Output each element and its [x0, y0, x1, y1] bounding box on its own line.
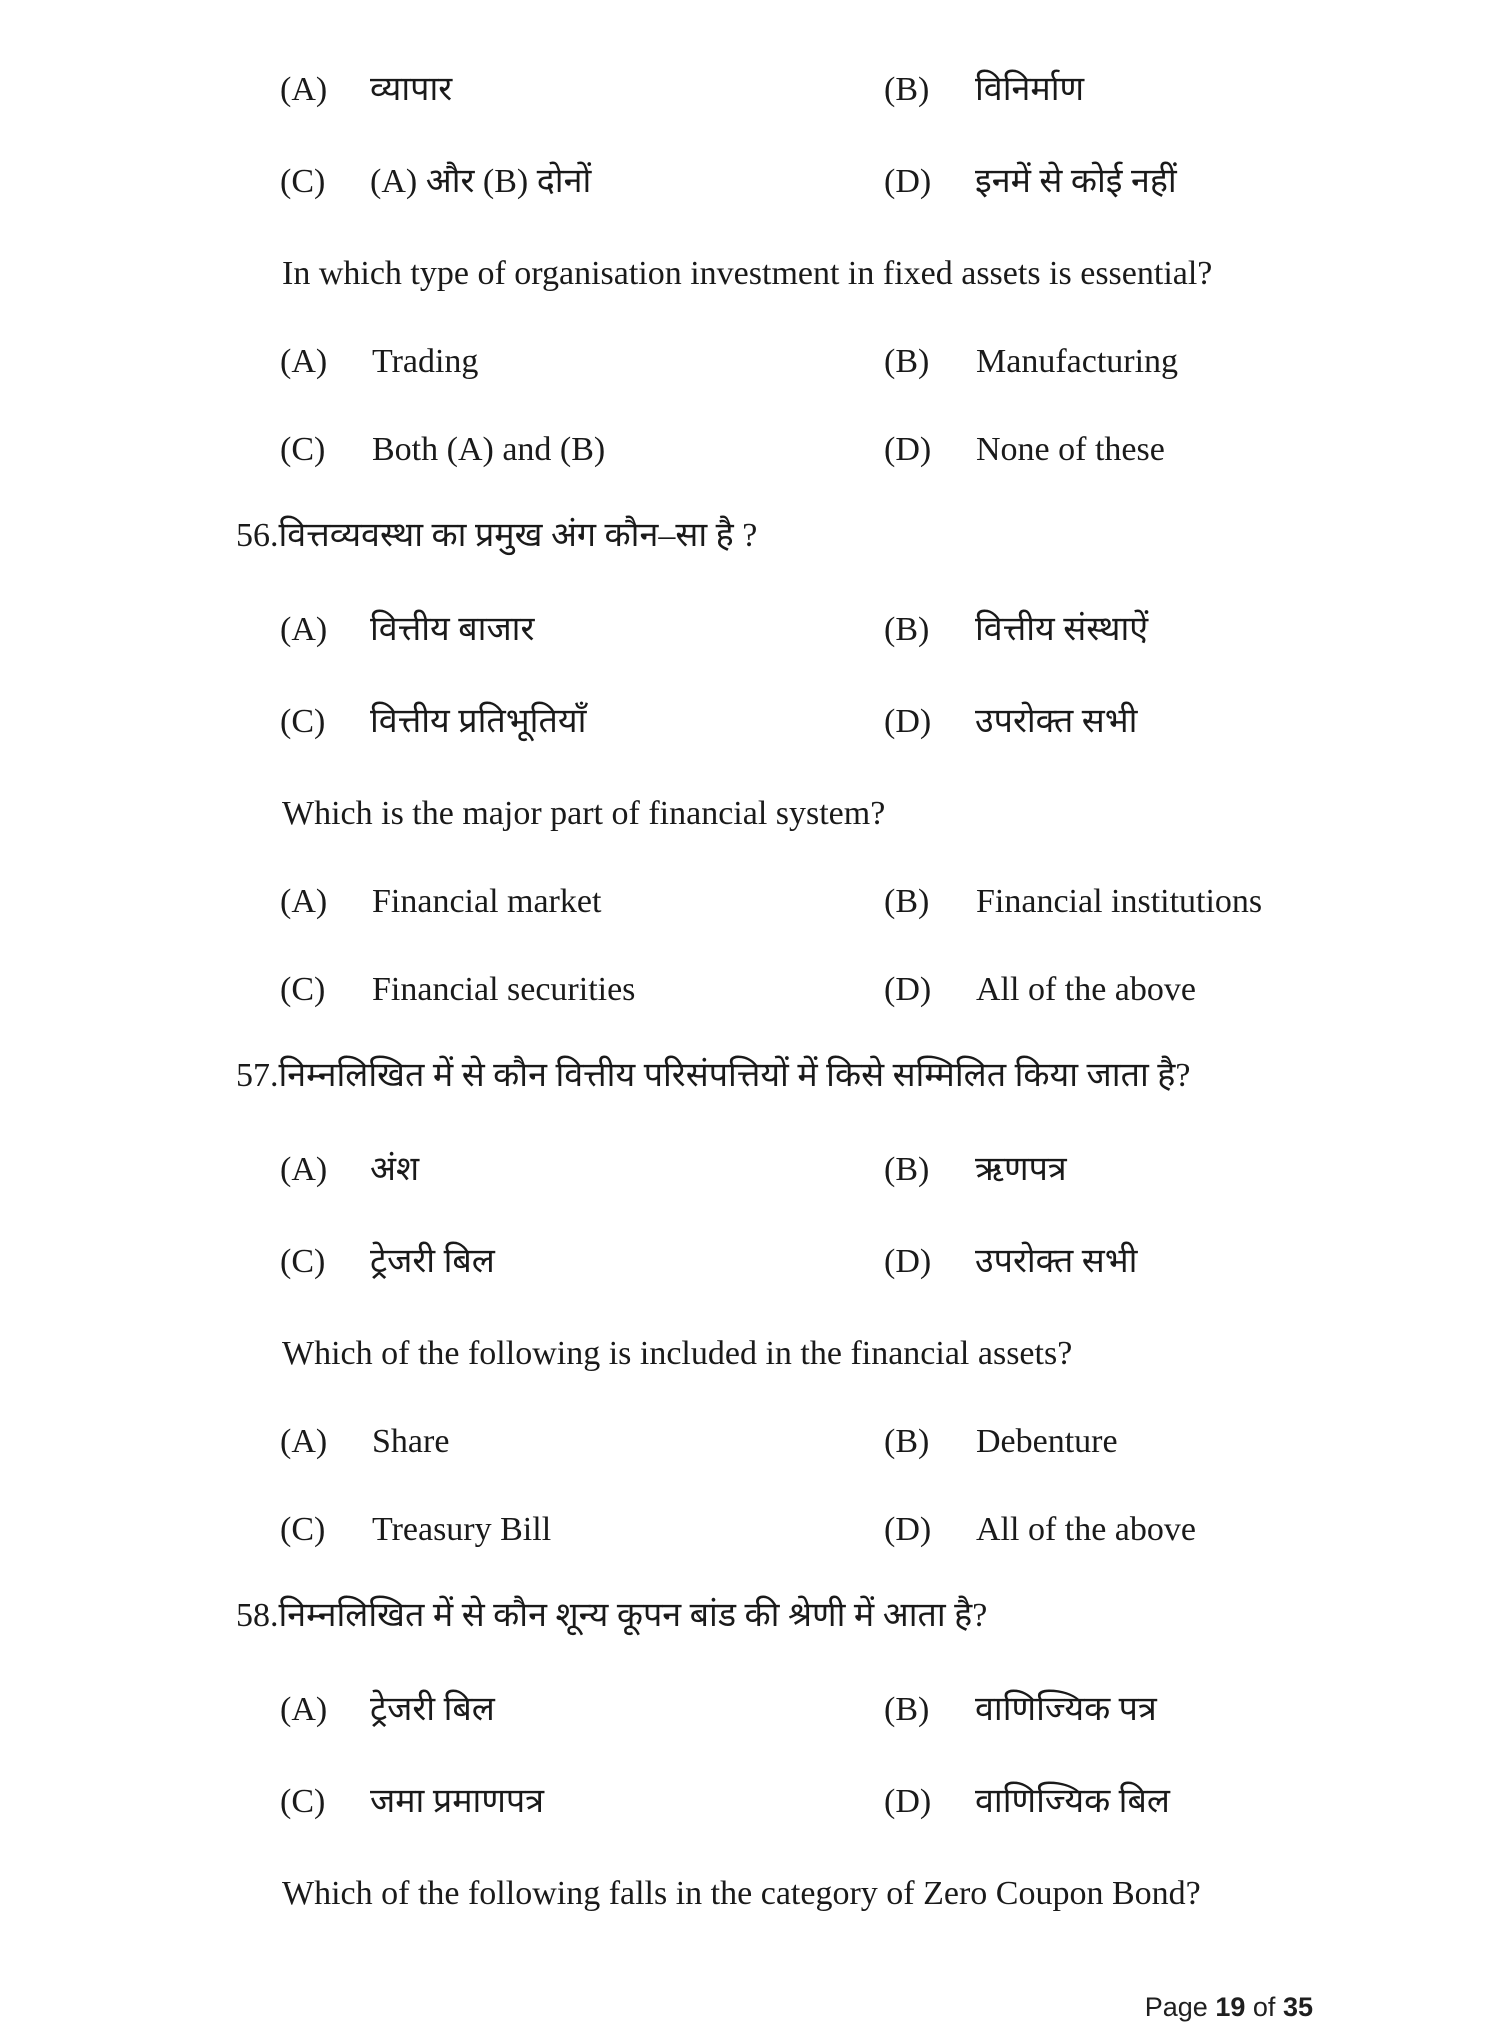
q55-english-option-b-label: (B)	[884, 343, 930, 380]
q57-english-option-a-label: (A)	[280, 1423, 328, 1460]
q57-hindi-option-d: उपरोक्त सभी	[975, 1243, 1138, 1280]
q55-english-option-b: Manufacturing	[976, 343, 1179, 380]
q57-hindi-option-c-label: (C)	[280, 1243, 326, 1280]
q56-english-option-c: Financial securities	[372, 971, 636, 1008]
q58-hindi-option-d-label: (D)	[884, 1783, 932, 1820]
q55-english-option-d: None of these	[976, 431, 1165, 468]
q56-hindi-option-d: उपरोक्त सभी	[975, 703, 1138, 740]
page-number-footer	[1145, 1990, 1313, 2024]
q56-english-option-a-label: (A)	[280, 883, 328, 920]
q56-hindi-option-a-label: (A)	[280, 611, 328, 648]
q55-english-option-c-label: (C)	[280, 431, 326, 468]
q57-english-option-d-label: (D)	[884, 1511, 932, 1548]
q55-hindi-option-c: (A) और (B) दोनों	[370, 163, 592, 200]
q57-english-option-a: Share	[372, 1423, 450, 1460]
q55-english-option-a: Trading	[372, 343, 479, 380]
q57-english-option-b: Debenture	[976, 1423, 1118, 1460]
q57-english-option-b-label: (B)	[884, 1423, 930, 1460]
q57-hindi-option-b-label: (B)	[884, 1151, 930, 1188]
q56-hindi-option-d-label: (D)	[884, 703, 932, 740]
q55-english-option-c: Both (A) and (B)	[372, 431, 606, 468]
q57-hindi-option-b: ऋणपत्र	[975, 1151, 1067, 1188]
q56-hindi-question: 56.वित्तव्यवस्था का प्रमुख अंग कौन–सा है ?	[236, 517, 758, 554]
q56-english-option-c-label: (C)	[280, 971, 326, 1008]
q57-english-question: Which of the following is included in the financial assets?	[282, 1335, 1073, 1372]
q56-english-option-b: Financial institutions	[976, 883, 1263, 920]
q58-hindi-option-a-label: (A)	[280, 1691, 328, 1728]
q56-hindi-option-c: वित्तीय प्रतिभूतियाँ	[370, 703, 587, 740]
q57-english-option-c: Treasury Bill	[372, 1511, 552, 1548]
q57-hindi-option-a: अंश	[370, 1151, 420, 1188]
q58-hindi-option-c-label: (C)	[280, 1783, 326, 1820]
q57-hindi-option-c: ट्रेजरी बिल	[370, 1243, 495, 1280]
q58-english-question: Which of the following falls in the category of Zero Coupon Bond?	[282, 1875, 1201, 1912]
q57-hindi-question: 57.निम्नलिखित में से कौन वित्तीय परिसंपत्तियों में किसे सम्मिलित किया जाता है?	[236, 1057, 1191, 1094]
q55-english-option-d-label: (D)	[884, 431, 932, 468]
q57-hindi-option-a-label: (A)	[280, 1151, 328, 1188]
q56-english-question: Which is the major part of financial system?	[282, 795, 886, 832]
q58-hindi-option-c: जमा प्रमाणपत्र	[370, 1783, 545, 1820]
footer-current-page: 19	[1215, 1992, 1246, 2022]
q58-hindi-option-a: ट्रेजरी बिल	[370, 1691, 495, 1728]
q56-hindi-option-b: वित्तीय संस्थाऐं	[975, 611, 1149, 648]
q56-english-option-d: All of the above	[976, 971, 1196, 1008]
q57-english-option-d: All of the above	[976, 1511, 1196, 1548]
q58-hindi-option-b: वाणिज्यिक पत्र	[975, 1691, 1157, 1728]
q56-hindi-option-c-label: (C)	[280, 703, 326, 740]
footer-of-word: of	[1252, 1992, 1276, 2022]
q55-hindi-option-b-label: (B)	[884, 71, 930, 108]
q58-hindi-question: 58.निम्नलिखित में से कौन शून्य कूपन बांड की श्रेणी में आता है?	[236, 1597, 988, 1634]
q55-hindi-option-d-label: (D)	[884, 163, 932, 200]
q57-english-option-c-label: (C)	[280, 1511, 326, 1548]
q57-hindi-option-d-label: (D)	[884, 1243, 932, 1280]
q55-hindi-option-d: इनमें से कोई नहीं	[975, 163, 1177, 200]
q56-english-option-b-label: (B)	[884, 883, 930, 920]
q55-hindi-option-c-label: (C)	[280, 163, 326, 200]
q56-english-option-a: Financial market	[372, 883, 602, 920]
q56-english-option-d-label: (D)	[884, 971, 932, 1008]
q58-hindi-option-b-label: (B)	[884, 1691, 930, 1728]
q55-english-question: In which type of organisation investment in fixed assets is essential?	[282, 255, 1213, 292]
q56-hindi-option-b-label: (B)	[884, 611, 930, 648]
q55-hindi-option-a-label: (A)	[280, 71, 328, 108]
footer-total-pages: 35	[1282, 1992, 1313, 2022]
q55-english-option-a-label: (A)	[280, 343, 328, 380]
q55-hindi-option-a: व्यापार	[370, 71, 453, 108]
q58-hindi-option-d: वाणिज्यिक बिल	[975, 1783, 1170, 1820]
footer-page-word: Page	[1144, 1992, 1208, 2022]
q56-hindi-option-a: वित्तीय बाजार	[370, 611, 535, 648]
q55-hindi-option-b: विनिर्माण	[975, 71, 1085, 108]
